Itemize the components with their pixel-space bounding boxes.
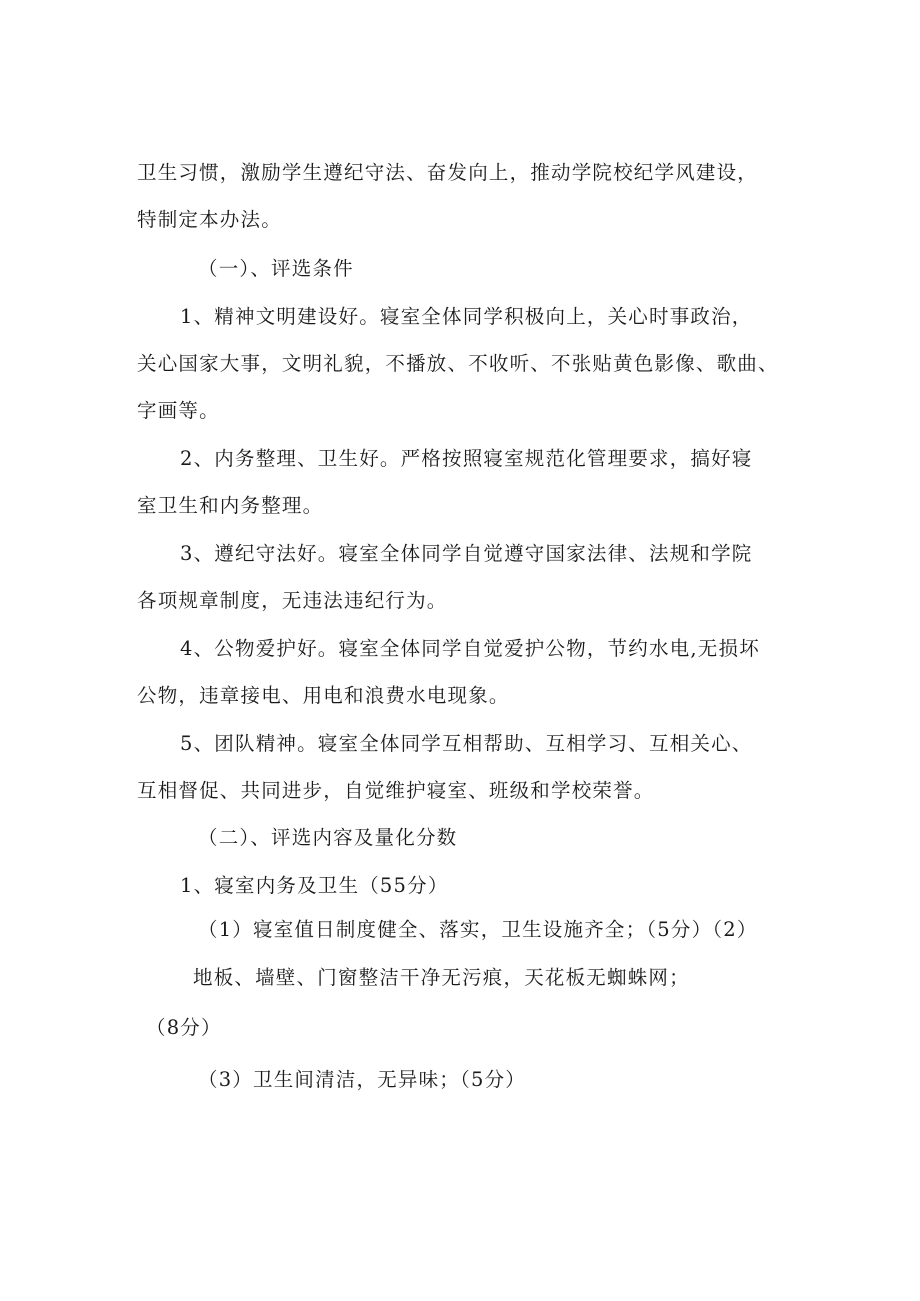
text-line-14: 互相督促、共同进步，自觉维护寝室、班级和学校荣誉。 <box>137 779 655 802</box>
text-line-17: （1）寝室值日制度健全、落实，卫生设施齐全；（5分）（2） <box>198 918 758 941</box>
section-heading-2: （二）、评选内容及量化分数 <box>198 826 458 849</box>
text-line-13: 5、团队精神。寝室全体同学互相帮助、互相学习、互相关心、 <box>180 732 753 755</box>
text-line-16: 1、寝室内务及卫生（55分） <box>180 874 449 897</box>
text-line-4: 1、精神文明建设好。寝室全体同学积极向上，关心时事政治， <box>180 305 753 328</box>
text-line-11: 4、公物爱护好。寝室全体同学自觉爱护公物，节约水电,无损坏 <box>180 637 760 660</box>
text-line-12: 公物，违章接电、用电和浪费水电现象。 <box>137 684 510 707</box>
text-line-20: （3）卫生间清洁，无异味；（5分） <box>198 1068 526 1091</box>
text-line-1: 卫生习惯，激励学生遵纪守法、奋发向上，推动学院校纪学风建设， <box>137 161 759 184</box>
text-line-9: 3、遵纪守法好。寝室全体同学自觉遵守国家法律、法规和学院 <box>180 542 753 565</box>
text-line-5: 关心国家大事，文明礼貌，不播放、不收听、不张贴黄色影像、歌曲、 <box>137 352 779 375</box>
section-heading-1: （一）、评选条件 <box>198 257 354 280</box>
text-line-18: 地板、墙壁、门窗整洁干净无污痕，天花板无蜘蛛网； <box>193 966 690 989</box>
text-line-10: 各项规章制度，无违法违纪行为。 <box>137 589 448 612</box>
text-line-7: 2、内务整理、卫生好。严格按照寝室规范化管理要求，搞好寝 <box>180 447 753 470</box>
text-line-6: 字画等。 <box>137 399 220 422</box>
text-line-19: （8分） <box>146 1016 222 1039</box>
text-line-8: 室卫生和内务整理。 <box>137 494 324 517</box>
text-line-2: 特制定本办法。 <box>137 208 282 231</box>
